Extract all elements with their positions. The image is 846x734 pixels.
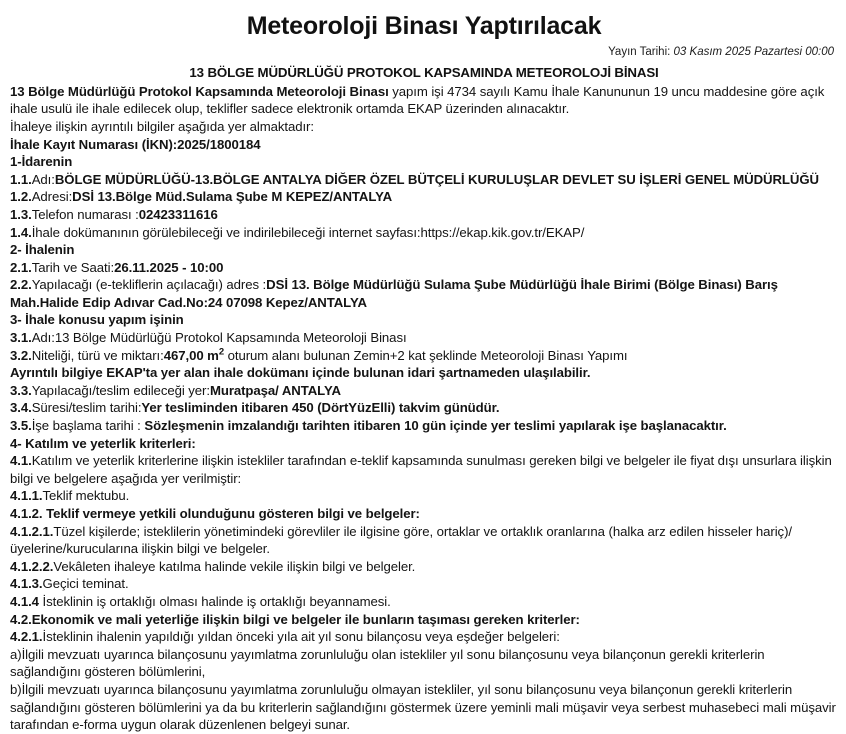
section-4-1-4-text: İsteklinin iş ortaklığı olması halinde iş ortaklığı beyannamesi. [38, 593, 391, 609]
section-2-heading: 2- İhalenin [10, 242, 75, 258]
section-1-3-label: Telefon numarası : [31, 206, 139, 222]
section-1-1 [10, 171, 838, 189]
intro-paragraph [10, 83, 838, 118]
section-3-5-label: İşe başlama tarihi : [31, 418, 145, 434]
section-4-1-4-number: 4.1.4 [10, 593, 39, 609]
section-4-1-number: 4.1. [10, 453, 32, 469]
section-4-1-3-number: 4.1.3. [10, 576, 43, 592]
section-4-1-2-1 [10, 523, 838, 558]
section-4-2-1-item-b: b)İlgili mevzuatı uyarınca bilançosunu yayımlatma zorunluluğu olmayan istekliler, yıl sonu bilançosunu veya bilançonun gerekli kriterlerin sağlandığını gösteren bölümlerini ya da bu kriterlerin sağlandığını göstermek üzere yeminli mali müşavir veya serbest muhasebeci mali müşavir tarafından e-forma uygun olarak düzenlenen belgeyi sunar. [10, 681, 836, 733]
section-3-5-number: 3.5. [10, 418, 32, 434]
section-2-1-number: 2.1. [10, 259, 32, 275]
section-4-1-2-number: 4.1.2. [10, 506, 43, 521]
section-3-4-value: Yer tesliminden itibaren 450 (DörtYüzElli) takvim günüdür. [141, 400, 500, 416]
intro-rest: yapım işi 4734 sayılı Kamu İhale Kanununun 19 uncu maddesine göre açık ihale usulü ile ihale edilecek olup, teklifler sadece elektronik ortamda EKAP üzerinden alınacaktır. [10, 83, 825, 117]
section-1-1-value: BÖLGE MÜDÜRLÜĞÜ-13.BÖLGE ANTALYA DİĞER ÖZEL BÜTÇELİ KURULUŞLAR DEVLET SU İŞLERİ GENEL MÜDÜRLÜĞÜ [54, 171, 819, 187]
section-3-2-value-pre: 467,00 m [163, 347, 219, 363]
section-4-2 [10, 611, 838, 629]
section-3-3-value: Muratpaşa/ ANTALYA [209, 382, 341, 398]
section-4-1-4 [10, 593, 838, 611]
section-3-2-value-post: oturum alanı bulunan Zemin+2 kat şeklinde Meteoroloji Binası Yapımı [224, 347, 628, 363]
section-2-1-value: 26.11.2025 - 10:00 [114, 259, 224, 275]
section-4-2-1 [10, 628, 838, 646]
section-4-1-2-text: Teklif vermeye yetkili olunduğunu gösteren bilgi ve belgeler: [42, 506, 420, 521]
section-3-1-number: 3.1. [10, 330, 32, 346]
section-4-1-2-2-number: 4.1.2.2. [10, 558, 54, 574]
section-3-2-unit-exponent: 2 [218, 346, 225, 358]
section-4-1-2 [10, 505, 838, 523]
section-3-2-note: Ayrıntılı bilgiye EKAP'ta yer alan ihale dokümanı içinde bulunan idari şartnameden ulaşılabilir. [10, 365, 591, 381]
section-1-4-text: İhale dokümanının görülebileceği ve indirilebileceği internet sayfası:https://ekap.kik.gov.tr/EKAP/ [31, 224, 585, 240]
section-3-3-number: 3.3. [10, 382, 32, 398]
section-1-2-label: Adresi: [31, 189, 73, 205]
section-4-heading: 4- Katılım ve yeterlik kriterleri: [10, 435, 196, 451]
section-3-5-value: Sözleşmenin imzalandığı tarihten itibaren 10 gün içinde yer teslimi yapılarak işe başlanacaktır. [144, 418, 727, 434]
intro-bold-lead: 13 Bölge Müdürlüğü Protokol Kapsamında Meteoroloji Binası [10, 83, 389, 99]
publish-date-value: 03 Kasım 2025 Pazartesi 00:00 [673, 45, 834, 58]
section-2-2 [10, 276, 838, 311]
section-1-heading: 1-İdarenin [10, 154, 73, 170]
section-3-3 [10, 382, 838, 400]
section-3-2 [10, 347, 838, 365]
section-4-1-1 [10, 487, 838, 505]
section-3-2-label: Niteliği, türü ve miktarı: [31, 347, 164, 363]
section-3-4-label: Süresi/teslim tarihi: [31, 400, 142, 416]
ikn-label: İhale Kayıt Numarası (İKN): [10, 136, 178, 152]
section-3-heading: 3- İhale konusu yapım işinin [10, 312, 184, 328]
section-1-2-number: 1.2. [10, 189, 32, 205]
page-title: Meteoroloji Binası Yaptırılacak [246, 12, 602, 40]
section-1-3-number: 1.3. [10, 206, 32, 222]
section-2-1 [10, 259, 838, 277]
section-4-1 [10, 452, 838, 487]
document-body [10, 83, 838, 734]
section-4-1-2-2-text: Vekâleten ihaleye katılma halinde vekile ilişkin bilgi ve belgeler. [53, 558, 416, 574]
ikn-line [10, 136, 838, 154]
section-4-2-number: 4.2. [10, 611, 32, 627]
section-4-2-1-item-a: a)İlgili mevzuatı uyarınca bilançosunu yayımlatma zorunluluğu olan istekliler yıl sonu bilançosunu veya bilançonun gerekli kriterlerin sağlandığını gösteren bölümlerini, [10, 646, 765, 680]
document-subtitle: 13 BÖLGE MÜDÜRLÜĞÜ PROTOKOL KAPSAMINDA METEOROLOJİ BİNASI [189, 64, 659, 80]
section-4-1-2-1-number: 4.1.2.1. [10, 523, 54, 539]
section-2-2-label: Yapılacağı (e-tekliflerin açılacağı) adres : [31, 277, 267, 293]
section-1-1-label: Adı: [31, 171, 55, 187]
publish-date-label: Yayın Tarihi: [608, 45, 671, 58]
section-4-2-1-text: İsteklinin ihalenin yapıldığı yıldan önceki yıla ait yıl sonu bilançosu veya eşdeğer belgeleri: [42, 629, 560, 645]
section-3-1-label: Adı: [31, 330, 55, 346]
section-1-2-value: DSİ 13.Bölge Müd.Sulama Şube M KEPEZ/ANTALYA [72, 189, 393, 205]
section-1-3-value: 02423311616 [138, 206, 218, 222]
section-4-1-2-1-text: Tüzel kişilerde; isteklilerin yönetimindeki görevliler ile ilgisine göre, ortaklar ve ortaklık oranlarına (halka arz edilen hisseler hariç)/ üyelerine/kurucularına ilişkin bilgi ve belgeler. [10, 523, 792, 557]
section-4-1-3 [10, 575, 838, 593]
section-4-1-2-2 [10, 558, 838, 576]
detail-note: İhaleye ilişkin ayrıntılı bilgiler aşağıda yer almaktadır: [10, 118, 314, 134]
section-1-4-number: 1.4. [10, 224, 32, 240]
section-3-1 [10, 329, 838, 347]
section-1-4 [10, 224, 838, 242]
ikn-value: 2025/1800184 [177, 136, 261, 152]
section-1-2 [10, 188, 838, 206]
section-1-3 [10, 206, 838, 224]
section-2-1-label: Tarih ve Saati: [31, 259, 115, 275]
section-3-4-number: 3.4. [10, 400, 32, 416]
section-4-2-1-number: 4.2.1. [10, 629, 43, 645]
section-2-2-number: 2.2. [10, 277, 32, 293]
section-3-2-number: 3.2. [10, 347, 32, 363]
section-3-3-label: Yapılacağı/teslim edileceği yer: [31, 382, 210, 398]
section-4-1-1-text: Teklif mektubu. [42, 488, 130, 504]
section-4-1-text: Katılım ve yeterlik kriterlerine ilişkin istekliler tarafından e-teklif kapsamında sunulması gereken bilgi ve belgeler ile fiyat dışı unsurlara ilişkin bilgi ve belgelere aşağıda yer verilmiştir: [10, 453, 832, 486]
publish-date [10, 46, 834, 58]
section-3-4 [10, 399, 838, 417]
section-4-1-1-number: 4.1.1. [10, 488, 43, 504]
section-3-1-value: 13 Bölge Müdürlüğü Protokol Kapsamında Meteoroloji Binası [54, 330, 407, 346]
section-4-2-text: Ekonomik ve mali yeterliğe ilişkin bilgi ve belgeler ile bunların taşıması gereken kriterler: [31, 611, 580, 627]
section-3-5 [10, 417, 838, 435]
section-1-1-number: 1.1. [10, 171, 32, 187]
section-2-2-value: DSİ 13. Bölge Müdürlüğü Sulama Şube Müdürlüğü İhale Birimi (Bölge Binası) Barış Mah.Halide Edip Adıvar Cad.No:24 07098 Kepez/ANTALYA [10, 277, 778, 310]
section-4-1-3-text: Geçici teminat. [42, 576, 129, 592]
